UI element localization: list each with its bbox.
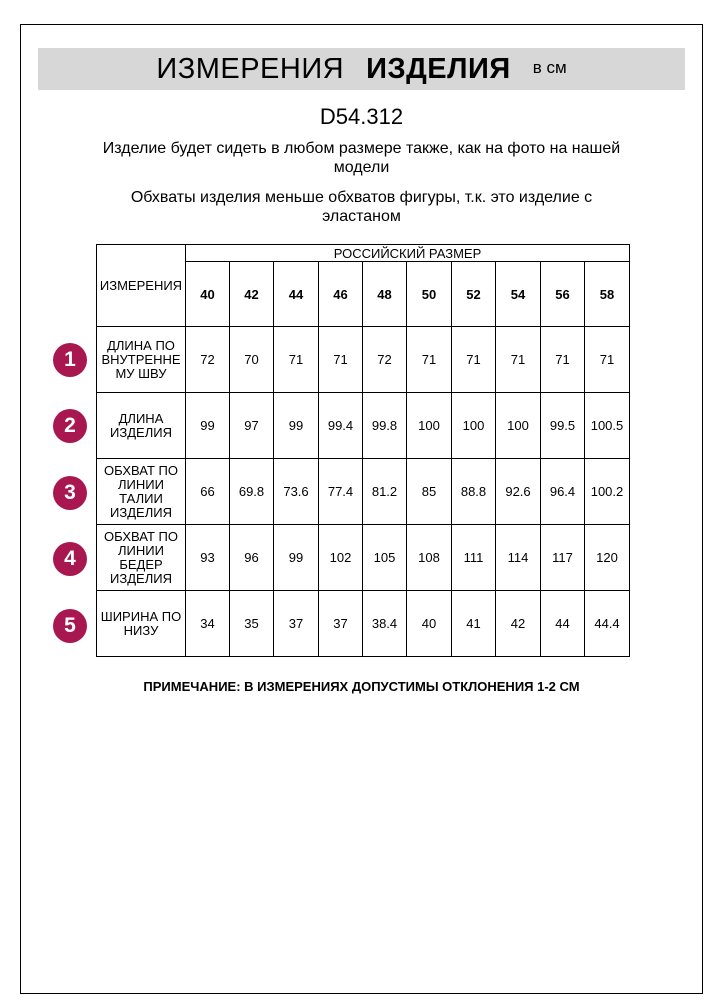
table-cell: 88.8	[452, 459, 496, 525]
size-header: 50	[407, 262, 452, 327]
measure-header: ИЗМЕРЕНИЯ	[97, 245, 186, 327]
table-cell: 71	[274, 327, 319, 393]
table-cell: 99.5	[541, 393, 585, 459]
table-cell: 99	[186, 393, 230, 459]
title-unit: в см	[532, 58, 567, 77]
table-cell: 71	[319, 327, 363, 393]
table-cell: 37	[319, 591, 363, 657]
table-cell: 92.6	[496, 459, 541, 525]
title-product: ИЗДЕЛИЯ	[366, 52, 511, 85]
measurement-label: ШИРИНА ПО НИЗУ	[97, 591, 186, 657]
table-cell: 102	[319, 525, 363, 591]
measurement-badge: 2	[53, 409, 87, 443]
table-cell: 99	[274, 393, 319, 459]
measurement-label: ОБХВАТ ПО ЛИНИИ БЕДЕР ИЗДЕЛИЯ	[97, 525, 186, 591]
title-bar	[38, 48, 685, 90]
size-header: 52	[452, 262, 496, 327]
table-cell: 42	[496, 591, 541, 657]
table-cell: 100	[496, 393, 541, 459]
table-cell: 37	[274, 591, 319, 657]
size-header: 46	[319, 262, 363, 327]
table-cell: 38.4	[363, 591, 407, 657]
title-measurements: ИЗМЕРЕНИЯ	[156, 52, 345, 85]
table-cell: 117	[541, 525, 585, 591]
measurement-badge: 5	[53, 609, 87, 643]
table-row	[97, 525, 630, 591]
size-header: 56	[541, 262, 585, 327]
measurement-badge: 1	[53, 343, 87, 377]
table-cell: 100.2	[585, 459, 630, 525]
table-cell: 97	[230, 393, 274, 459]
table-row	[97, 393, 630, 459]
table-cell: 81.2	[363, 459, 407, 525]
table-cell: 35	[230, 591, 274, 657]
girth-note: Обхваты изделия меньше обхватов фигуры, т.к. это изделие с эластаном	[130, 189, 593, 225]
table-cell: 71	[585, 327, 630, 393]
table-cell: 77.4	[319, 459, 363, 525]
table-cell: 85	[407, 459, 452, 525]
table-cell: 120	[585, 525, 630, 591]
table-cell: 40	[407, 591, 452, 657]
measurement-badge: 3	[53, 476, 87, 510]
table-cell: 73.6	[274, 459, 319, 525]
table-cell: 69.8	[230, 459, 274, 525]
table-row	[97, 591, 630, 657]
table-cell: 41	[452, 591, 496, 657]
table-cell: 72	[363, 327, 407, 393]
table-cell: 99.4	[319, 393, 363, 459]
table-row	[97, 327, 630, 393]
table-cell: 108	[407, 525, 452, 591]
measurement-badge: 4	[53, 542, 87, 576]
table-cell: 71	[496, 327, 541, 393]
fit-note: Изделие будет сидеть в любом размере также, как на фото на нашей модели	[102, 140, 621, 176]
table-cell: 100.5	[585, 393, 630, 459]
table-cell: 72	[186, 327, 230, 393]
tolerance-note: ПРИМЕЧАНИЕ: В ИЗМЕРЕНИЯХ ДОПУСТИМЫ ОТКЛОНЕНИЯ 1-2 СМ	[143, 679, 580, 694]
table-cell: 34	[186, 591, 230, 657]
size-group-header: РОССИЙСКИЙ РАЗМЕР	[186, 245, 630, 262]
measurement-label: ОБХВАТ ПО ЛИНИИ ТАЛИИ ИЗДЕЛИЯ	[97, 459, 186, 525]
table-cell: 71	[407, 327, 452, 393]
size-header: 40	[186, 262, 230, 327]
measurement-label: ДЛИНА ИЗДЕЛИЯ	[97, 393, 186, 459]
table-cell: 44.4	[585, 591, 630, 657]
size-header: 54	[496, 262, 541, 327]
product-code: D54.312	[319, 104, 404, 129]
table-cell: 100	[407, 393, 452, 459]
table-cell: 93	[186, 525, 230, 591]
table-cell: 44	[541, 591, 585, 657]
table-cell: 99	[274, 525, 319, 591]
size-header: 44	[274, 262, 319, 327]
table-cell: 66	[186, 459, 230, 525]
table-cell: 96.4	[541, 459, 585, 525]
table-cell: 100	[452, 393, 496, 459]
table-cell: 99.8	[363, 393, 407, 459]
size-header: 48	[363, 262, 407, 327]
table-cell: 96	[230, 525, 274, 591]
measurement-label: ДЛИНА ПО ВНУТРЕННЕ МУ ШВУ	[97, 327, 186, 393]
table-cell: 105	[363, 525, 407, 591]
table-cell: 71	[541, 327, 585, 393]
table-cell: 111	[452, 525, 496, 591]
table-cell: 114	[496, 525, 541, 591]
table-cell: 71	[452, 327, 496, 393]
size-table	[96, 244, 630, 657]
table-cell: 70	[230, 327, 274, 393]
size-header: 42	[230, 262, 274, 327]
size-header: 58	[585, 262, 630, 327]
table-row	[97, 459, 630, 525]
